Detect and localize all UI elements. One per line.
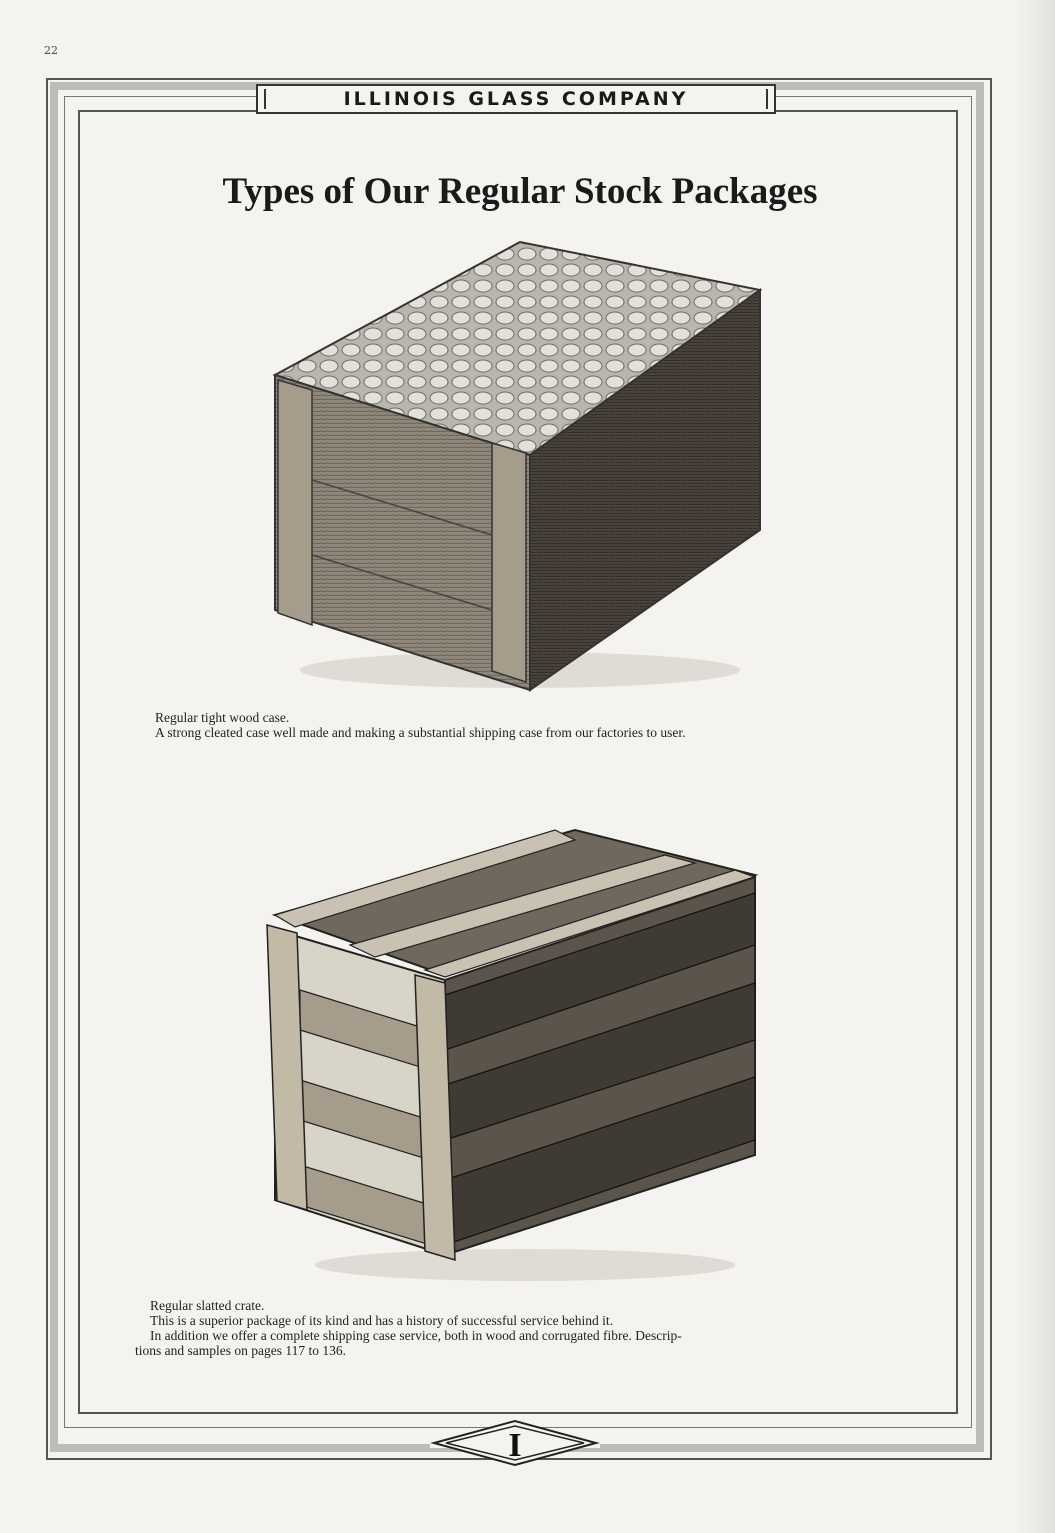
crate-caption — [135, 1298, 915, 1358]
case-cleat-right — [492, 443, 526, 682]
company-logo — [430, 1418, 600, 1468]
logo-letter: I — [508, 1427, 522, 1464]
page-title: Types of Our Regular Stock Packages — [222, 171, 818, 212]
wood-case-caption — [155, 710, 915, 740]
crate-caption-extra-2: tions and samples on pages 117 to 136. — [135, 1343, 346, 1358]
page-number: 22 — [44, 44, 58, 57]
wood-case-caption-title: Regular tight wood case. — [155, 710, 290, 725]
case-cleat-left — [278, 380, 312, 625]
wood-case-caption-body: A strong cleated case well made and making a substantial shipping case from our factories to user. — [155, 725, 686, 740]
crate-caption-title: Regular slatted crate. — [150, 1298, 265, 1313]
company-name: ILLINOIS GLASS COMPANY — [343, 88, 689, 110]
company-header — [256, 84, 776, 114]
crate-caption-body: This is a superior package of its kind and has a history of successful service behind it. — [150, 1313, 614, 1328]
page-edge-shadow — [1015, 0, 1055, 1533]
wood-case-illustration — [230, 230, 790, 700]
slatted-crate-illustration — [255, 815, 775, 1285]
crate-caption-extra-1: In addition we offer a complete shipping case service, both in wood and corrugated fibre. Descrip- — [150, 1328, 682, 1343]
